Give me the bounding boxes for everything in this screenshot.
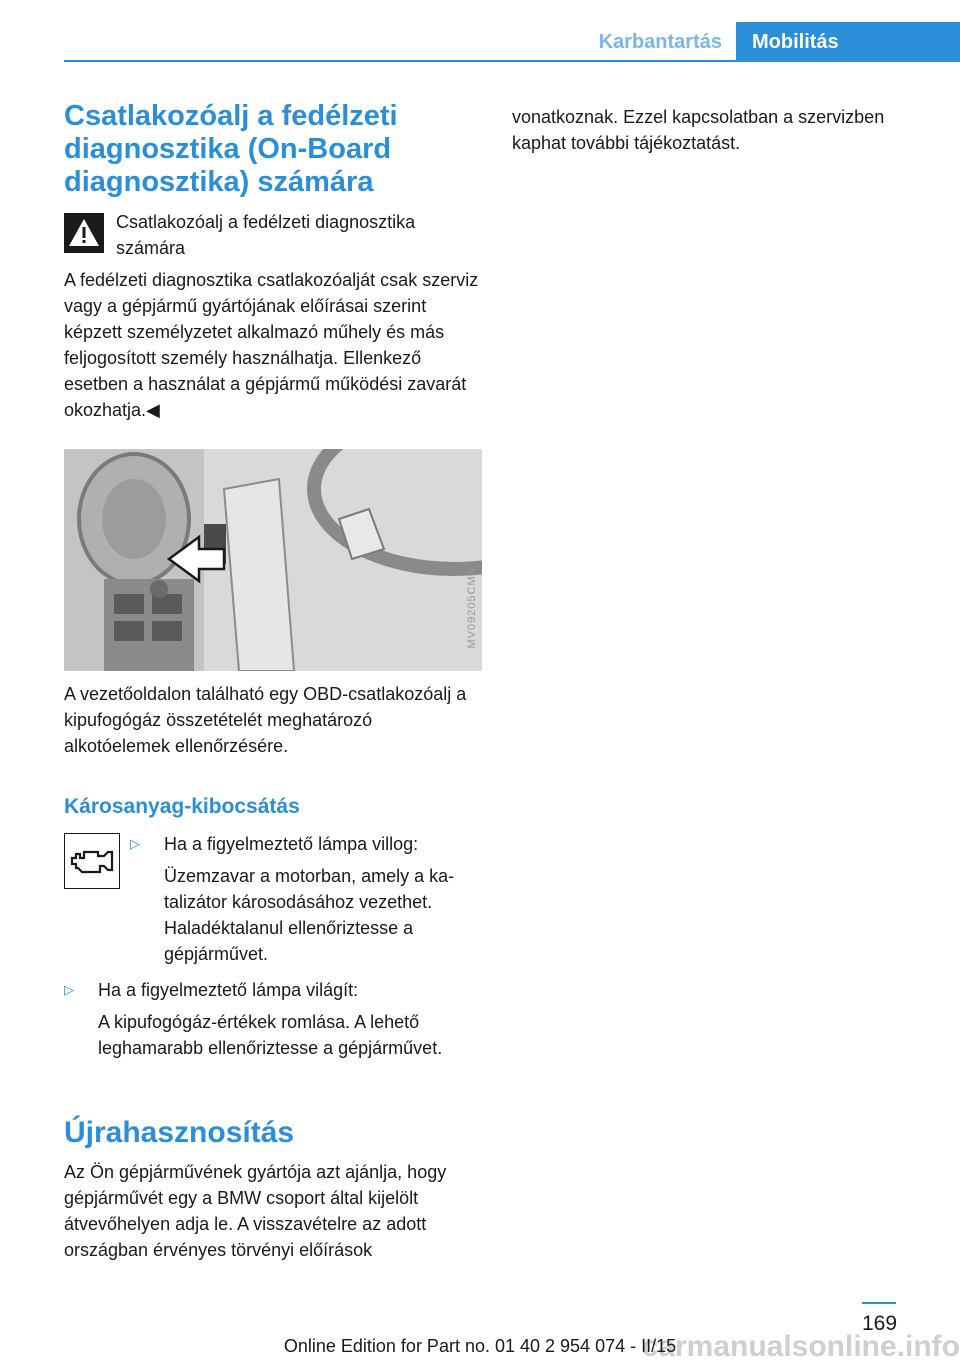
photo-code: MV09205CMA <box>466 567 478 649</box>
emissions-item-1 <box>64 831 482 967</box>
section-title-recycling: Újrahasznosítás <box>64 1116 295 1149</box>
bullet-head: Ha a figyelmeztető lámpa villog: <box>164 834 419 854</box>
header-rule <box>64 60 960 62</box>
warning-block <box>64 209 482 261</box>
engine-warning-lamp-icon <box>64 833 120 889</box>
warning-title: Csatlakozóalj a fedélzeti diagnosztika számára <box>116 212 416 258</box>
tab-mobilitas[interactable]: Mobilitás <box>736 22 960 62</box>
recycling-body-right: vonatkoznak. Ezzel kapcsolatban a szervizben kaphat további tájékoztatást. <box>512 107 885 153</box>
warning-body: A fedélzeti diagnosztika csatlakozóalját csak szerviz vagy a gépjármű gyártójának előírásai szerint képzett személyzetet alkalmazó műhely és más feljogosított személy használhatja. Ellenkező esetben a használat a gépjármű működési zavarát okozhatja.◀ <box>64 270 479 420</box>
left-column <box>64 100 482 1263</box>
obd-photo <box>64 449 482 671</box>
bullet-triangle-icon: ▷ <box>64 982 74 997</box>
bullet-head: Ha a figyelmeztető lámpa világít: <box>98 980 359 1000</box>
bullet-body: A kipufogógáz-értékek romlása. A lehető leghamarabb ellenőriztesse a gépjárművet. <box>98 1012 443 1058</box>
emissions-item-2 <box>64 977 482 1061</box>
page-number-rule <box>862 1302 896 1304</box>
tab-karbantartas[interactable]: Karbantartás <box>598 31 722 53</box>
recycling-body-left: Az Ön gépjárművének gyártója azt ajánlja, hogy gépjárművét egy a BMW csoport által kijelölt átvevőhelyen adja le. A visszavételre az adott országban érvényes törvényi előírások <box>64 1162 447 1260</box>
photo-caption: A vezetőoldalon található egy OBD-csatlakozóalj a kipufogógáz összetételét meghatározó alkotóelemek ellenőrzésére. <box>64 684 467 756</box>
watermark: carmanualsonline.info <box>641 1330 960 1363</box>
bullet-body: Üzemzavar a motorban, amely a katalizátor károsodásához vezethet. Haladéktalanul ellenőriztesse a gépjárművet. <box>164 866 455 964</box>
page-number: 169 <box>862 1312 898 1335</box>
bullet-triangle-icon: ▷ <box>130 836 140 851</box>
section-title-emissions: Károsanyag-kibocsátás <box>64 795 300 818</box>
obd-illustration <box>64 449 482 671</box>
warning-triangle-icon <box>64 213 104 253</box>
page-header <box>0 0 960 62</box>
section-title-obd: Csatlakozóalj a fedélzeti diagnosztika (On-Board diagnosztika) számára <box>64 100 398 198</box>
right-column <box>512 100 922 156</box>
edition-footer: Online Edition for Part no. 01 40 2 954 074 - II/15 <box>283 1336 677 1356</box>
